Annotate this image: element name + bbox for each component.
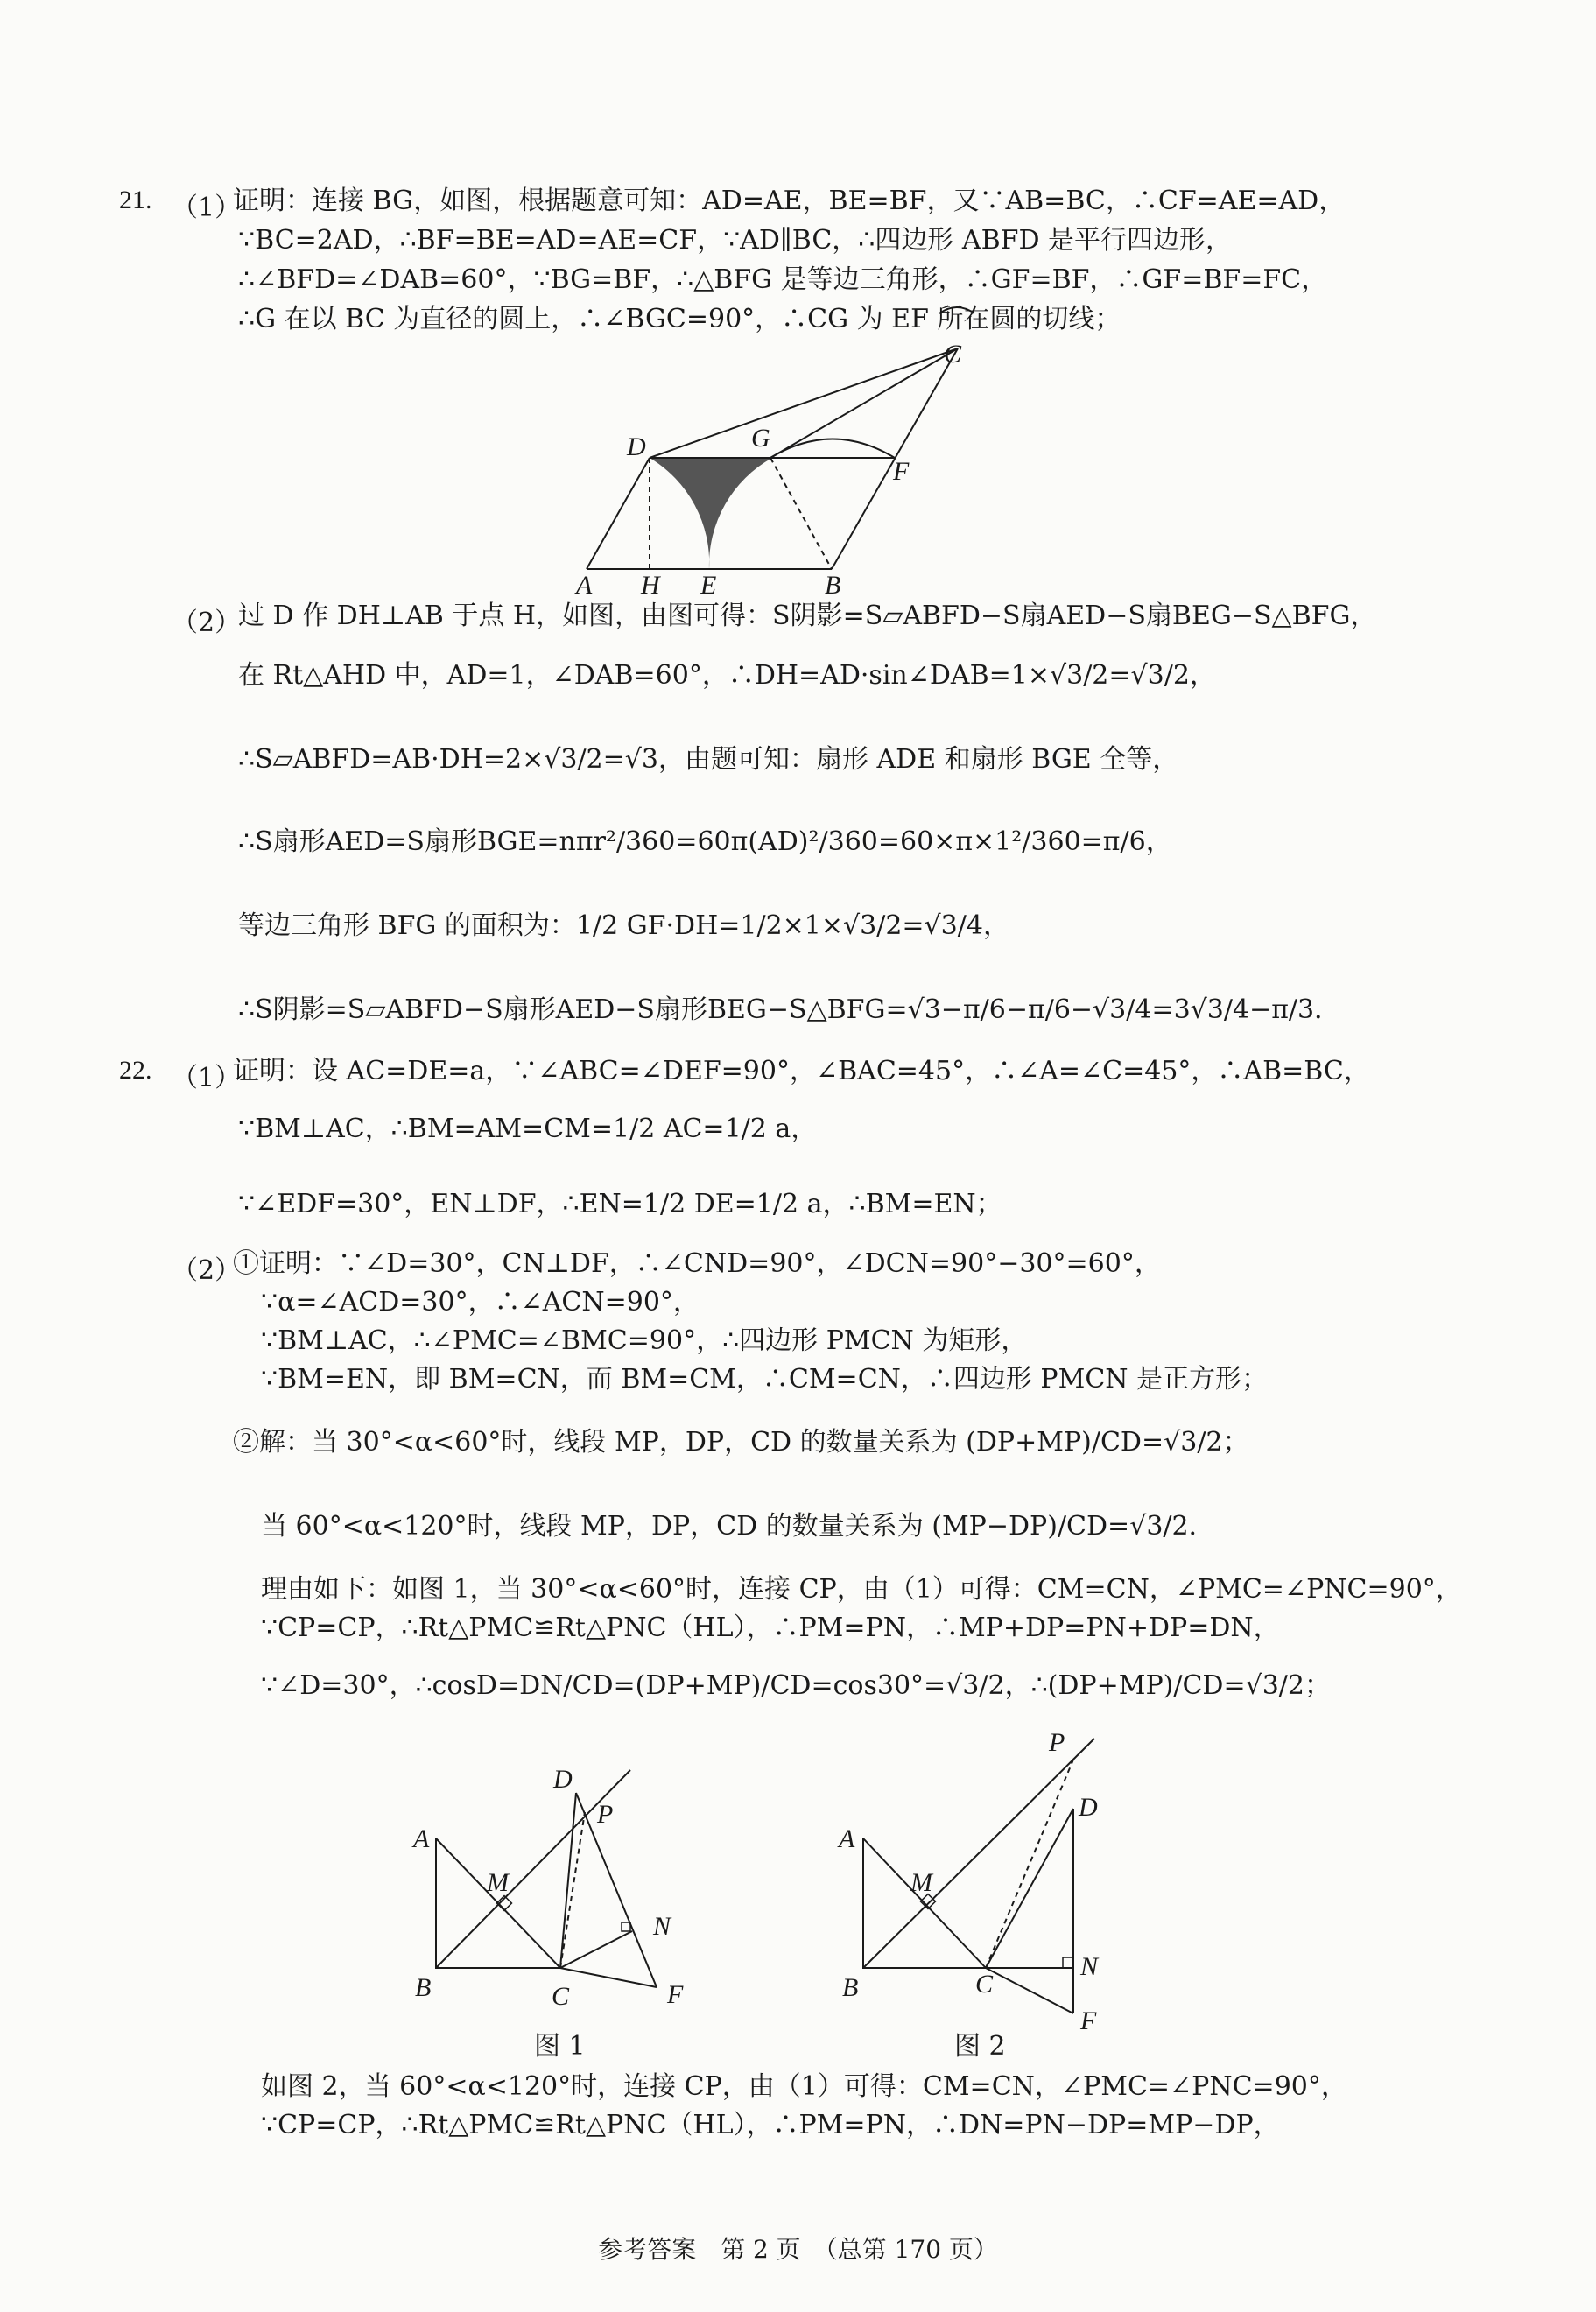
fig2-label-a: A <box>839 1824 855 1853</box>
q22-part2-line-2: ∵α=∠ACD=30°，∴∠ACN=90°， <box>261 1287 700 1318</box>
fig1-label-m: M <box>487 1868 509 1897</box>
q21-line-2: ∵BC=2AD，∴BF=BE=AD=AE=CF，∵AD∥BC，∴四边形 ABFD 是平行四边形， <box>238 225 1233 256</box>
figure-1-caption: 图 1 <box>534 2031 586 2062</box>
fig2-label-d: D <box>1079 1793 1098 1822</box>
label-a: A <box>576 571 593 595</box>
q22-line-1: 证明：设 AC=DE=a，∵∠ABC=∠DEF=90°，∠BAC=45°，∴∠A=∠C=45°，∴AB=BC， <box>233 1056 1370 1086</box>
label-b: B <box>825 571 841 595</box>
fig1-label-d: D <box>553 1765 573 1794</box>
q21-line-1: 证明：连接 BG，如图，根据题意可知：AD=AE，BE=BF，又∵AB=BC，∴CF=AE=AD， <box>233 186 1346 216</box>
fig2-label-p: P <box>1049 1728 1065 1757</box>
figure-2-caption: 图 2 <box>954 2031 1006 2062</box>
segment-cp <box>986 1760 1073 1968</box>
segment-cn <box>560 1931 632 1968</box>
fig1-label-f: F <box>667 1980 684 2009</box>
q21-solution-line-2: 在 Rt△AHD 中，AD=1，∠DAB=60°，∴DH=AD·sin∠DAB=1×√3/2=√3/2， <box>238 660 1216 691</box>
arc-gf <box>770 439 895 459</box>
q22-line-3: ∵∠EDF=30°，EN⊥DF，∴EN=1/2 DE=1/2 a，∴BM=EN； <box>238 1189 1002 1219</box>
question-21-number: 21. <box>119 186 152 214</box>
segment-bp-line <box>863 1739 1094 1968</box>
segment-cf <box>560 1968 657 1987</box>
q22-part2-label: （2） <box>172 1255 242 1286</box>
question-22-number: 22. <box>119 1056 152 1085</box>
q22-part2-line-4: ∵BM=EN，即 BM=CN，而 BM=CM，∴CM=CN，∴四边形 PMCN 是正方形； <box>261 1364 1269 1395</box>
q21-solution-line-4: ∴S扇形AED=S扇形BGE=nπr²/360=60π(AD)²/360=60×π×1²/360=π/6， <box>238 826 1172 857</box>
figure-2 <box>832 1725 1156 2031</box>
q22-part2-line-11: ∵CP=CP，∴Rt△PMC≌Rt△PNC（HL），∴PM=PN，∴DN=PN−DP=MP−DP， <box>261 2110 1280 2140</box>
right-angle-n <box>1063 1957 1073 1968</box>
figure-1 <box>403 1742 727 2031</box>
page-footer: 参考答案 第 2 页 （总第 170 页） <box>598 2235 998 2264</box>
q22-line-2: ∵BM⊥AC，∴BM=AM=CM=1/2 AC=1/2 a， <box>238 1114 818 1144</box>
q22-part1-label: （1） <box>172 1063 242 1093</box>
q21-part2-label: （2） <box>172 608 242 638</box>
segment-cf <box>986 1968 1073 2013</box>
segment-dc <box>650 348 958 458</box>
q21-line-4: ∴G 在以 BC 为直径的圆上，∴∠BGC=90°，∴CG 为 EF 所在圆的切线； <box>238 304 1121 334</box>
label-f: F <box>893 457 910 486</box>
fig2-label-c: C <box>975 1970 994 1999</box>
shaded-region <box>650 458 772 569</box>
segment-df <box>576 1793 657 1987</box>
q22-part2-line-6: 当 60°<α<120°时，线段 MP，DP，CD 的数量关系为 (MP−DP)/CD=√3/2． <box>261 1511 1215 1542</box>
fig1-label-c: C <box>552 1982 570 2011</box>
label-h: H <box>641 571 660 595</box>
fig2-label-f: F <box>1080 2006 1097 2031</box>
arc-mark-icon <box>937 303 977 315</box>
q22-part2-line-5: ②解：当 30°<α<60°时，线段 MP，DP，CD 的数量关系为 (DP+MP)/CD=√3/2； <box>233 1427 1249 1458</box>
q21-line-3: ∴∠BFD=∠DAB=60°，∵BG=BF，∴△BFG 是等边三角形，∴GF=BF，∴GF=BF=FC， <box>238 264 1328 295</box>
label-g: G <box>751 424 770 453</box>
q22-part2-line-1: ①证明：∵∠D=30°，CN⊥DF，∴∠CND=90°，∠DCN=90°−30°=60°， <box>233 1248 1161 1279</box>
right-angle-n <box>622 1922 630 1931</box>
fig1-label-b: B <box>415 1973 432 2002</box>
label-c: C <box>944 341 962 369</box>
fig1-label-a: A <box>413 1824 430 1853</box>
fig2-label-m: M <box>910 1868 932 1897</box>
segment-ad <box>587 458 650 569</box>
q22-part2-line-10: 如图 2，当 60°<α<120°时，连接 CP，由（1）可得：CM=CN，∠PMC=∠PNC=90°， <box>261 2071 1347 2102</box>
q21-part1-label: （1） <box>172 193 242 223</box>
segment-gb <box>770 458 832 569</box>
fig1-label-p: P <box>597 1800 614 1829</box>
q21-solution-line-6: ∴S阴影=S▱ABFD−S扇形AED−S扇形BEG−S△BFG=√3−π/6−π/6−√3/4=3√3/4−π/3． <box>238 994 1341 1025</box>
q21-solution-line-5: 等边三角形 BFG 的面积为：1/2 GF·DH=1/2×1×√3/2=√3/4， <box>238 910 1009 941</box>
fig2-label-b: B <box>842 1973 859 2002</box>
q21-solution-line-3: ∴S▱ABFD=AB·DH=2×√3/2=√3，由题可知：扇形 ADE 和扇形 BGE 全等， <box>238 744 1179 775</box>
fig1-label-n: N <box>653 1912 671 1941</box>
q21-solution-line-1: 过 D 作 DH⊥AB 于点 H，如图，由图可得：S阴影=S▱ABFD−S扇AED−S扇BEG−S△BFG， <box>238 601 1377 631</box>
segment-gc <box>770 348 958 458</box>
fig2-label-n: N <box>1080 1952 1099 1981</box>
q21-figure <box>560 341 1016 595</box>
q22-part2-line-9: ∵∠D=30°，∴cosD=DN/CD=(DP+MP)/CD=cos30°=√3/2，∴(DP+MP)/CD=√3/2； <box>261 1670 1332 1701</box>
q22-part2-line-7: 理由如下：如图 1，当 30°<α<60°时，连接 CP，由（1）可得：CM=CN，∠PMC=∠PNC=90°， <box>261 1574 1462 1605</box>
label-e: E <box>700 571 717 595</box>
label-d: D <box>627 432 646 461</box>
q22-part2-line-3: ∵BM⊥AC，∴∠PMC=∠BMC=90°，∴四边形 PMCN 为矩形， <box>261 1325 1028 1356</box>
q22-part2-line-8: ∵CP=CP，∴Rt△PMC≌Rt△PNC（HL），∴PM=PN，∴MP+DP=PN+DP=DN， <box>261 1613 1280 1643</box>
